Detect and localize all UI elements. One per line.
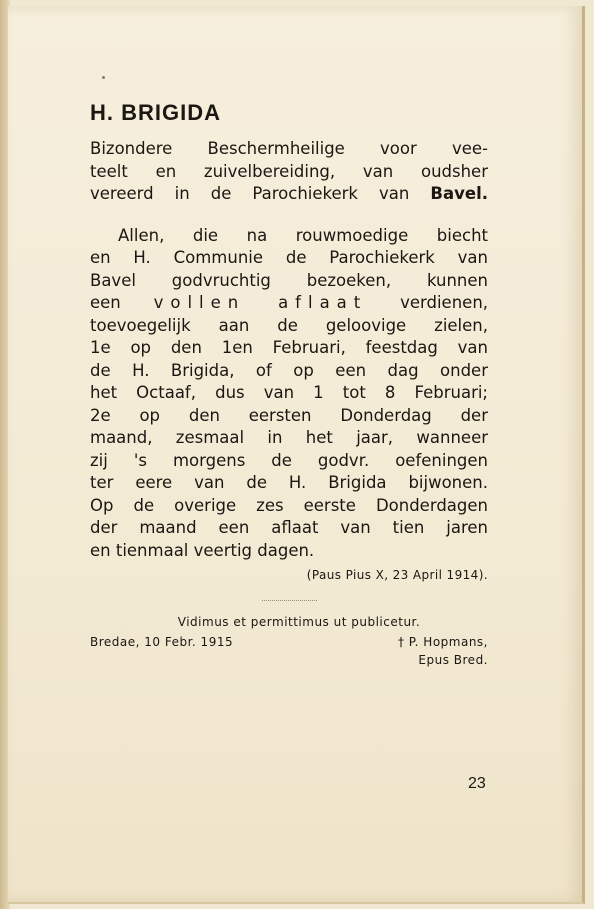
body-line: maand, zesmaal in het jaar, wanneer	[90, 428, 488, 447]
imprimatur-line: Vidimus et permittimus ut publicetur.	[177, 615, 421, 629]
page-title: H. BRIGIDA	[90, 100, 221, 125]
body-line: het Octaaf, dus van 1 tot 8 Februari;	[90, 383, 488, 402]
body-line: Op de overige zes eerste Donderdagen	[90, 495, 488, 515]
imprimatur-place-date: Bredae, 10 Febr. 1915	[90, 635, 234, 649]
body-word: verdienen,	[400, 293, 489, 312]
page-content	[90, 100, 488, 667]
intro-line	[90, 183, 488, 206]
intro-paragraph	[90, 138, 488, 206]
imprimatur	[90, 615, 488, 667]
body-line	[90, 292, 488, 315]
body-line: Bavel godvruchtig bezoeken, kunnen	[90, 270, 488, 290]
emphasis-vollen: vollen	[153, 293, 246, 312]
body-paragraph	[90, 225, 488, 563]
divider	[262, 600, 317, 601]
imprimatur-title: Epus Bred.	[418, 653, 488, 667]
page-number: 23	[468, 775, 486, 792]
body-line: Allen, die na rouwmoedige biecht	[118, 225, 488, 245]
speck	[102, 76, 105, 79]
place-name: Bavel.	[430, 184, 488, 203]
intro-line: Bizondere Beschermheilige voor vee-	[90, 139, 488, 158]
body-line: ter eere van de H. Brigida bijwonen.	[90, 473, 488, 492]
body-line: der maand een aflaat van tien jaren	[90, 518, 488, 537]
body-word: een	[90, 293, 121, 312]
imprimatur-row	[90, 635, 488, 649]
body-line: en tienmaal veertig dagen.	[90, 540, 315, 560]
intro-line: teelt en zuivelbereiding, van oudsher	[90, 161, 488, 181]
intro-text: vereerd in de Parochiekerk van	[90, 184, 410, 203]
body-line: en H. Communie de Parochiekerk van	[90, 248, 488, 267]
body-line: zij 's morgens de godvr. oefeningen	[90, 450, 488, 470]
body-line: toevoegelijk aan de geloovige zielen,	[90, 315, 488, 335]
citation: (Paus Pius X, 23 April 1914).	[306, 568, 488, 582]
body-line: 1e op den 1en Februari, feestdag van	[90, 338, 488, 357]
imprimatur-signer: † P. Hopmans,	[397, 635, 488, 649]
body-line: de H. Brigida, of op een dag onder	[90, 360, 488, 380]
body-line: 2e op den eersten Donderdag der	[90, 405, 488, 425]
emphasis-aflaat: aflaat	[278, 293, 368, 312]
